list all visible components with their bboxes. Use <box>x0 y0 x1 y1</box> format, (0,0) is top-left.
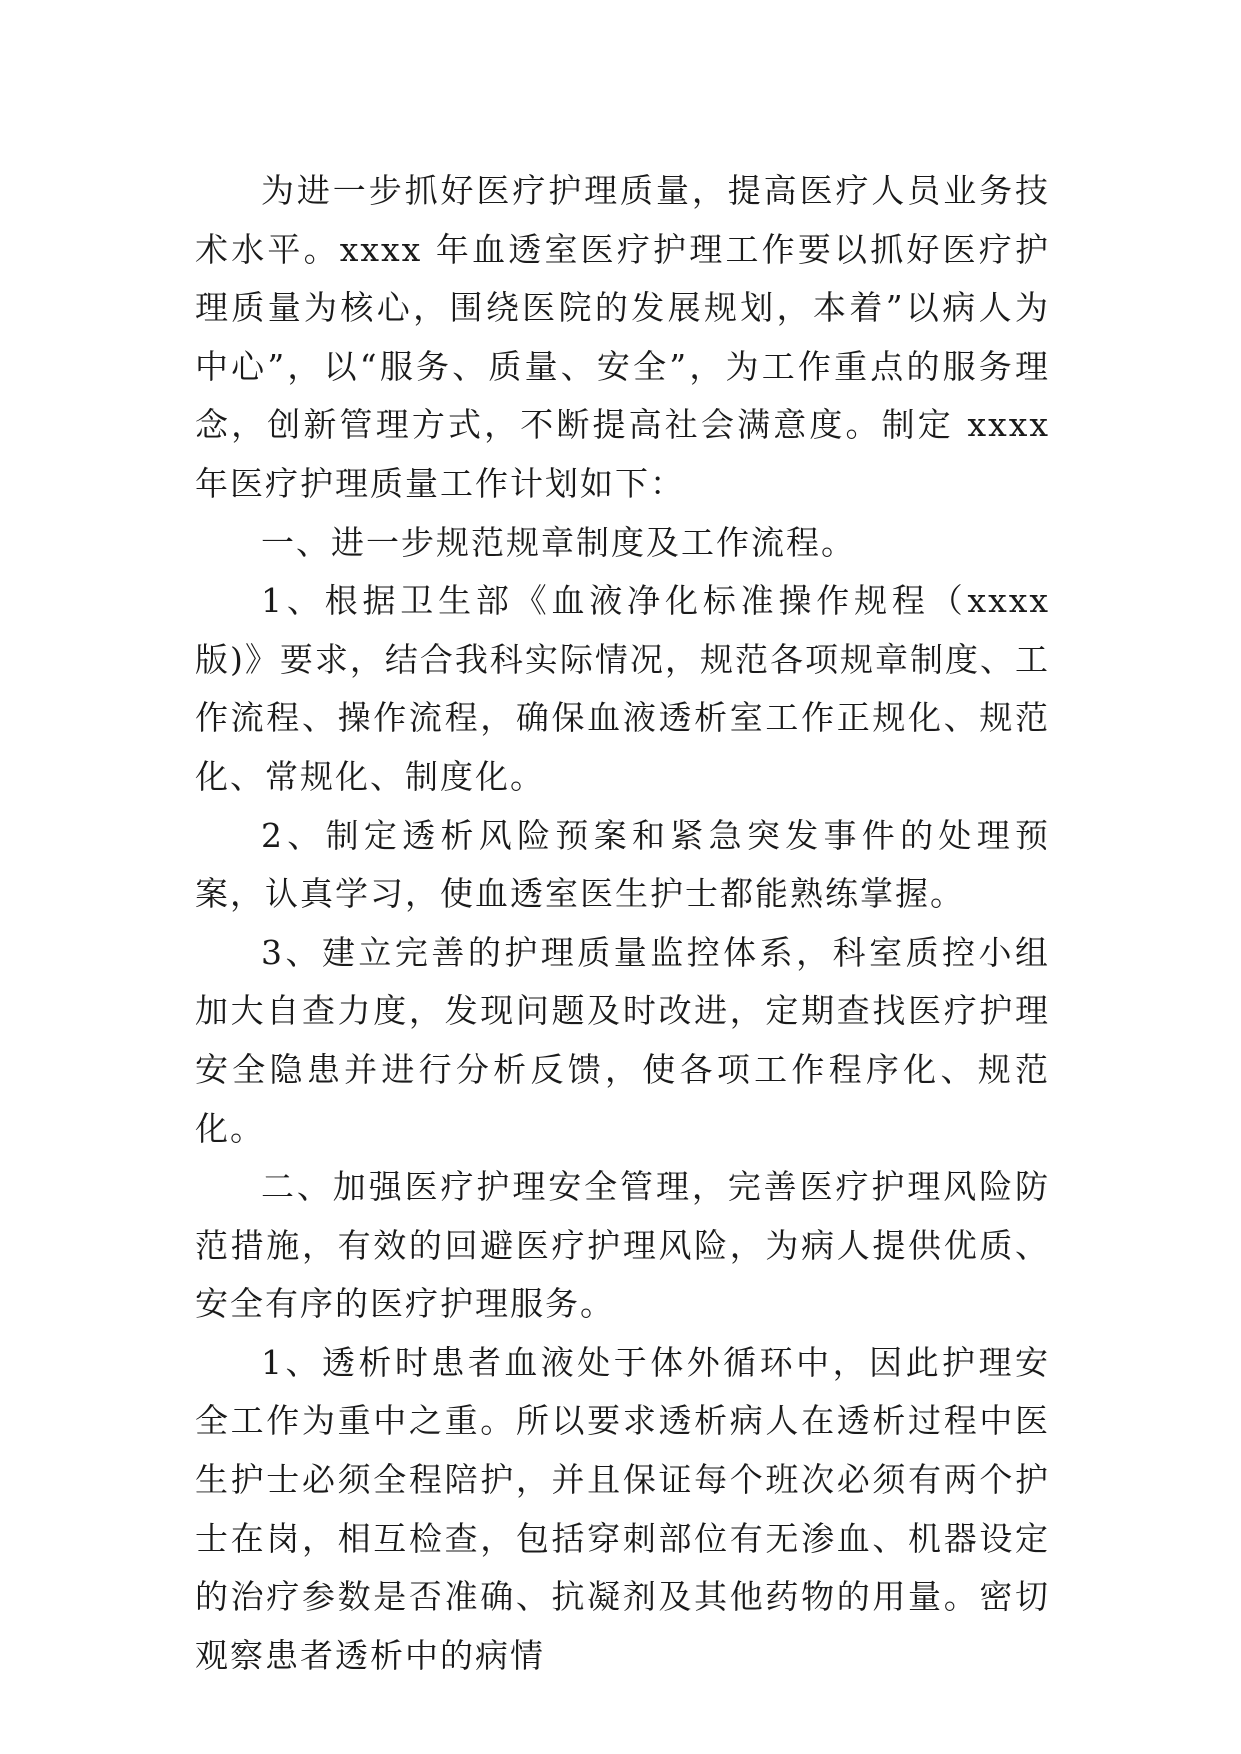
section-1-item-1: 1、根据卫生部《血液净化标准操作规程（xxxx 版)》要求，结合我科实际情况，规范各项规章制度、工作流程、操作流程，确保血液透析室工作正规化、规范化、常规化、制度化。 <box>195 581 1050 796</box>
section-2-item-1: 1、透析时患者血液处于体外循环中，因此护理安全工作为重中之重。所以要求透析病人在透析过程中医生护士必须全程陪护，并且保证每个班次必须有两个护士在岗，相互检查，包括穿刺部位有无渗血、机器设定的治疗参数是否准确、抗凝剂及其他药物的用量。密切观察患者透析中的病情 <box>195 1342 1050 1675</box>
section-heading-1: 一、进一步规范规章制度及工作流程。 <box>261 522 856 562</box>
intro-paragraph: 为进一步抓好医疗护理质量，提高医疗人员业务技术水平。xxxx 年血透室医疗护理工作要以抓好医疗护理质量为核心，围绕医院的发展规划，本着”以病人为中心”，以“服务、质量、安全”，为工作重点的服务理念，创新管理方式，不断提高社会满意度。制定 xxxx 年医疗护理质量工作计划如下： <box>195 171 1050 503</box>
section-1-item-2: 2、制定透析风险预案和紧急突发事件的处理预案，认真学习，使血透室医生护士都能熟练掌握。 <box>195 815 1050 914</box>
section-heading-2: 二、加强医疗护理安全管理，完善医疗护理风险防范措施，有效的回避医疗护理风险，为病人提供优质、安全有序的医疗护理服务。 <box>195 1167 1050 1324</box>
document-body <box>195 162 1050 1685</box>
section-1-item-3: 3、建立完善的护理质量监控体系，科室质控小组加大自查力度，发现问题及时改进，定期查找医疗护理安全隐患并进行分析反馈，使各项工作程序化、规范化。 <box>195 932 1050 1148</box>
